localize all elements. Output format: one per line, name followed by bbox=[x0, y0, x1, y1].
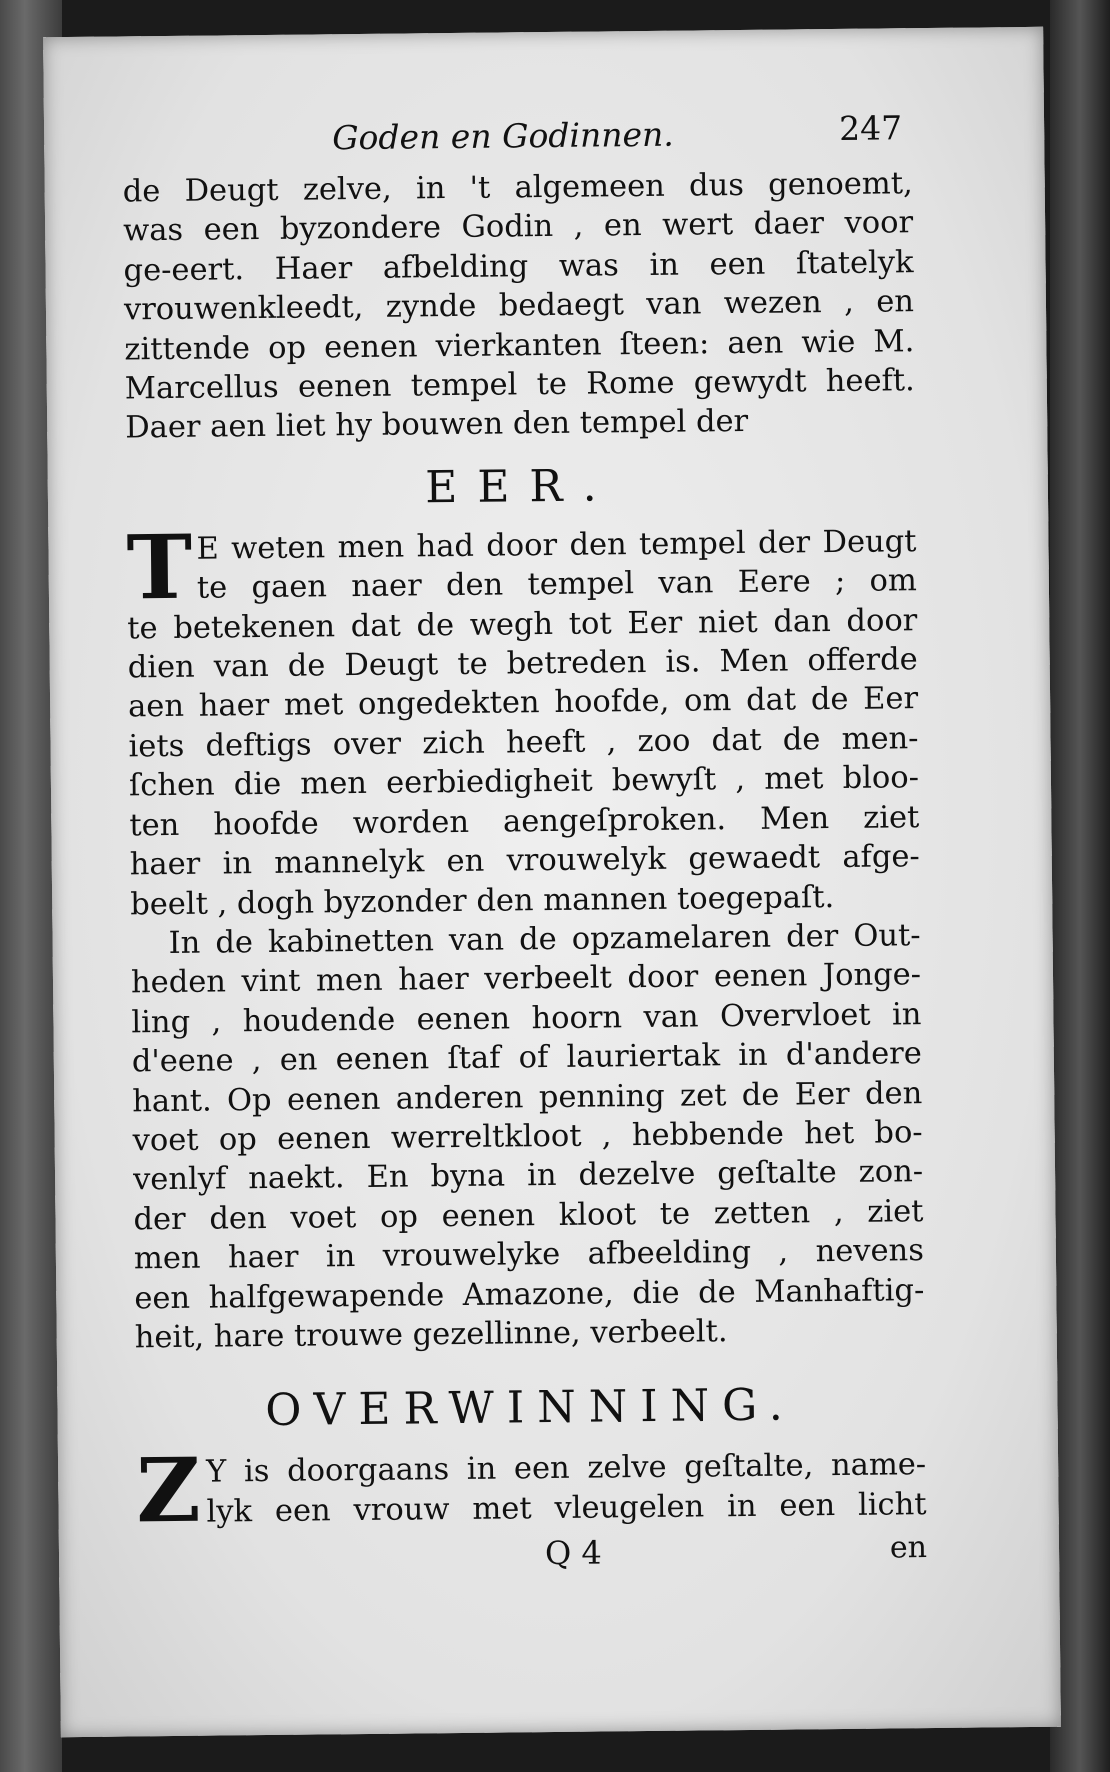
running-head bbox=[122, 108, 913, 172]
text-line: was een byzondere Godin , en wert daer voor bbox=[122, 205, 914, 249]
drop-cap-letter: Z bbox=[135, 1438, 202, 1543]
text-line: Marcellus eenen tempel te Rome gewydt heeft. bbox=[124, 363, 915, 407]
text-line: ling , houdende eenen hoorn van Overvloet in bbox=[131, 996, 922, 1041]
text-line: hant. Op eenen anderen penning zet de Eer den bbox=[132, 1075, 923, 1119]
eer-paragraph-2 bbox=[130, 916, 924, 1358]
section-heading-overwinning: OVERWINNING. bbox=[265, 1379, 796, 1437]
text-line: E weten men had door den tempel der Deugt bbox=[196, 524, 917, 567]
text-line: der den voet op eenen kloot te zetten , ziet bbox=[133, 1193, 924, 1238]
intro-paragraph bbox=[123, 164, 916, 448]
page-number: 247 bbox=[838, 108, 903, 148]
text-line: ſchen die men eerbiedigheit bewyſt , met bloo- bbox=[128, 760, 920, 804]
text-line: te gaen naer den tempel van Eere ; om bbox=[196, 563, 918, 606]
text-line: de Deugt zelve, in 't algemeen dus genoemt, bbox=[122, 166, 913, 210]
text-line: haer in mannelyk en vrouwelyk gewaedt afge- bbox=[129, 839, 920, 883]
running-title: Goden en Godinnen. bbox=[331, 114, 674, 158]
section-heading-eer: EER. bbox=[424, 460, 617, 514]
text-line: zittende op eenen vierkanten ſteen: aen wie M. bbox=[124, 323, 915, 368]
text-line: heit, hare trouwe gezellinne, verbeelt. bbox=[134, 1314, 728, 1356]
text-line: ge-eert. Haer afbelding was in een ſtatelyk bbox=[123, 244, 914, 289]
text-line: aen haer met ongedekten hoofde, om dat de Eer bbox=[127, 681, 919, 725]
text-line: voet op eenen werreltkloot , hebbende het bo- bbox=[132, 1115, 923, 1159]
text-line: een halfgewapende Amazone, die de Manhaftig- bbox=[134, 1272, 925, 1316]
text-line: lyk een vrouw met vleugelen in een licht bbox=[206, 1486, 927, 1530]
signature-mark: Q 4 bbox=[544, 1533, 602, 1573]
text-line: Daer aen liet hy bouwen den tempel der bbox=[125, 404, 749, 446]
text-line: vrouwenkleedt, zynde bedaegt van wezen , en bbox=[123, 284, 915, 328]
text-line: iets deftigs over zich heeft , zoo dat de men- bbox=[128, 721, 919, 765]
text-line: Y is doorgaans in een zelve geſtalte, name- bbox=[205, 1447, 927, 1491]
catchword: en bbox=[889, 1530, 928, 1566]
text-line: te betekenen dat de wegh tot Eer niet dan door bbox=[127, 602, 918, 647]
text-line: men haer in vrouwelyke afbeelding , nevens bbox=[133, 1233, 925, 1277]
overwinning-paragraph bbox=[135, 1438, 927, 1543]
text-line: dien van de Deugt te betreden is. Men offerde bbox=[127, 642, 918, 686]
text-line: ten hoofde worden aengeſproken. Men ziet bbox=[129, 799, 920, 844]
drop-cap-letter: T bbox=[126, 514, 193, 620]
book-page bbox=[43, 27, 1061, 1737]
page-text-block bbox=[122, 108, 927, 1586]
eer-paragraph-1 bbox=[126, 514, 920, 924]
text-line: In de kabinetten van de opzamelaren der Out- bbox=[168, 918, 921, 961]
text-line: d'eene , en eenen ſtaf of lauriertak in d'andere bbox=[131, 1036, 923, 1080]
book-cover-edge-right bbox=[1050, 0, 1110, 1772]
text-line: heden vint men haer verbeelt door eenen Jonge- bbox=[130, 957, 922, 1001]
text-line: beelt , dogh byzonder den mannen toegepaſt. bbox=[130, 879, 835, 922]
page-footer bbox=[137, 1528, 927, 1586]
text-line: venlyf naekt. En byna in dezelve geſtalte zon- bbox=[132, 1154, 924, 1198]
